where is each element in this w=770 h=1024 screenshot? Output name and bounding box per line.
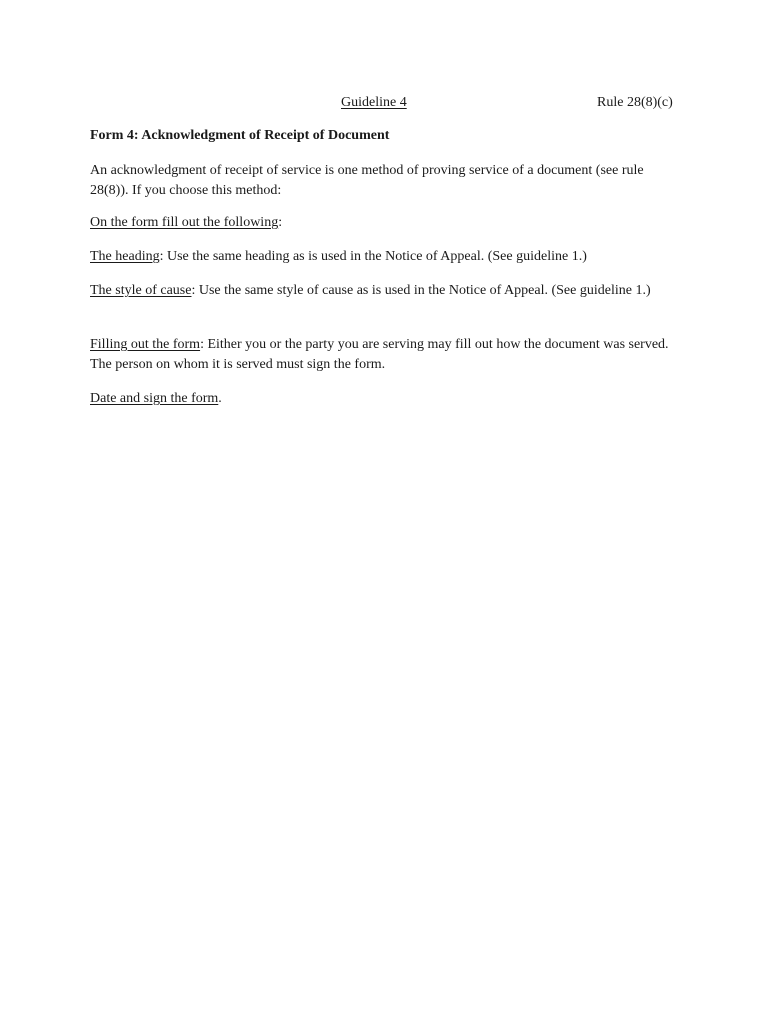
- style-of-cause-label: The style of cause: [90, 283, 192, 298]
- intro-paragraph: An acknowledgment of receipt of service is one method of proving service of a document (see rule 28(8)). If you choose this method:: [90, 163, 644, 198]
- date-sign-suffix: .: [218, 391, 222, 406]
- filling-out-instruction: [90, 335, 680, 375]
- filling-out-label: Filling out the form: [90, 337, 201, 352]
- on-form-instruction: [90, 213, 680, 233]
- on-form-label: On the form fill out the following: [90, 215, 279, 230]
- filling-out-text: : Either you or the party you are serving may fill out how the document was served. The person on whom it is served must sign the form.: [90, 337, 669, 372]
- on-form-suffix: :: [278, 215, 283, 230]
- rule-reference: Rule 28(8)(c): [597, 95, 673, 110]
- style-of-cause-instruction: [90, 281, 680, 301]
- heading-instruction: [90, 247, 680, 267]
- style-of-cause-text: : Use the same style of cause as is used in the Notice of Appeal. (See guideline 1.): [191, 283, 651, 298]
- heading-label: The heading: [90, 249, 160, 264]
- form-title: Form 4: Acknowledgment of Receipt of Document: [90, 128, 390, 143]
- date-sign-label: Date and sign the form: [90, 391, 219, 406]
- guideline-number: Guideline 4: [341, 95, 407, 110]
- heading-text: : Use the same heading as is used in the Notice of Appeal. (See guideline 1.): [159, 249, 587, 264]
- date-sign-instruction: [90, 389, 680, 409]
